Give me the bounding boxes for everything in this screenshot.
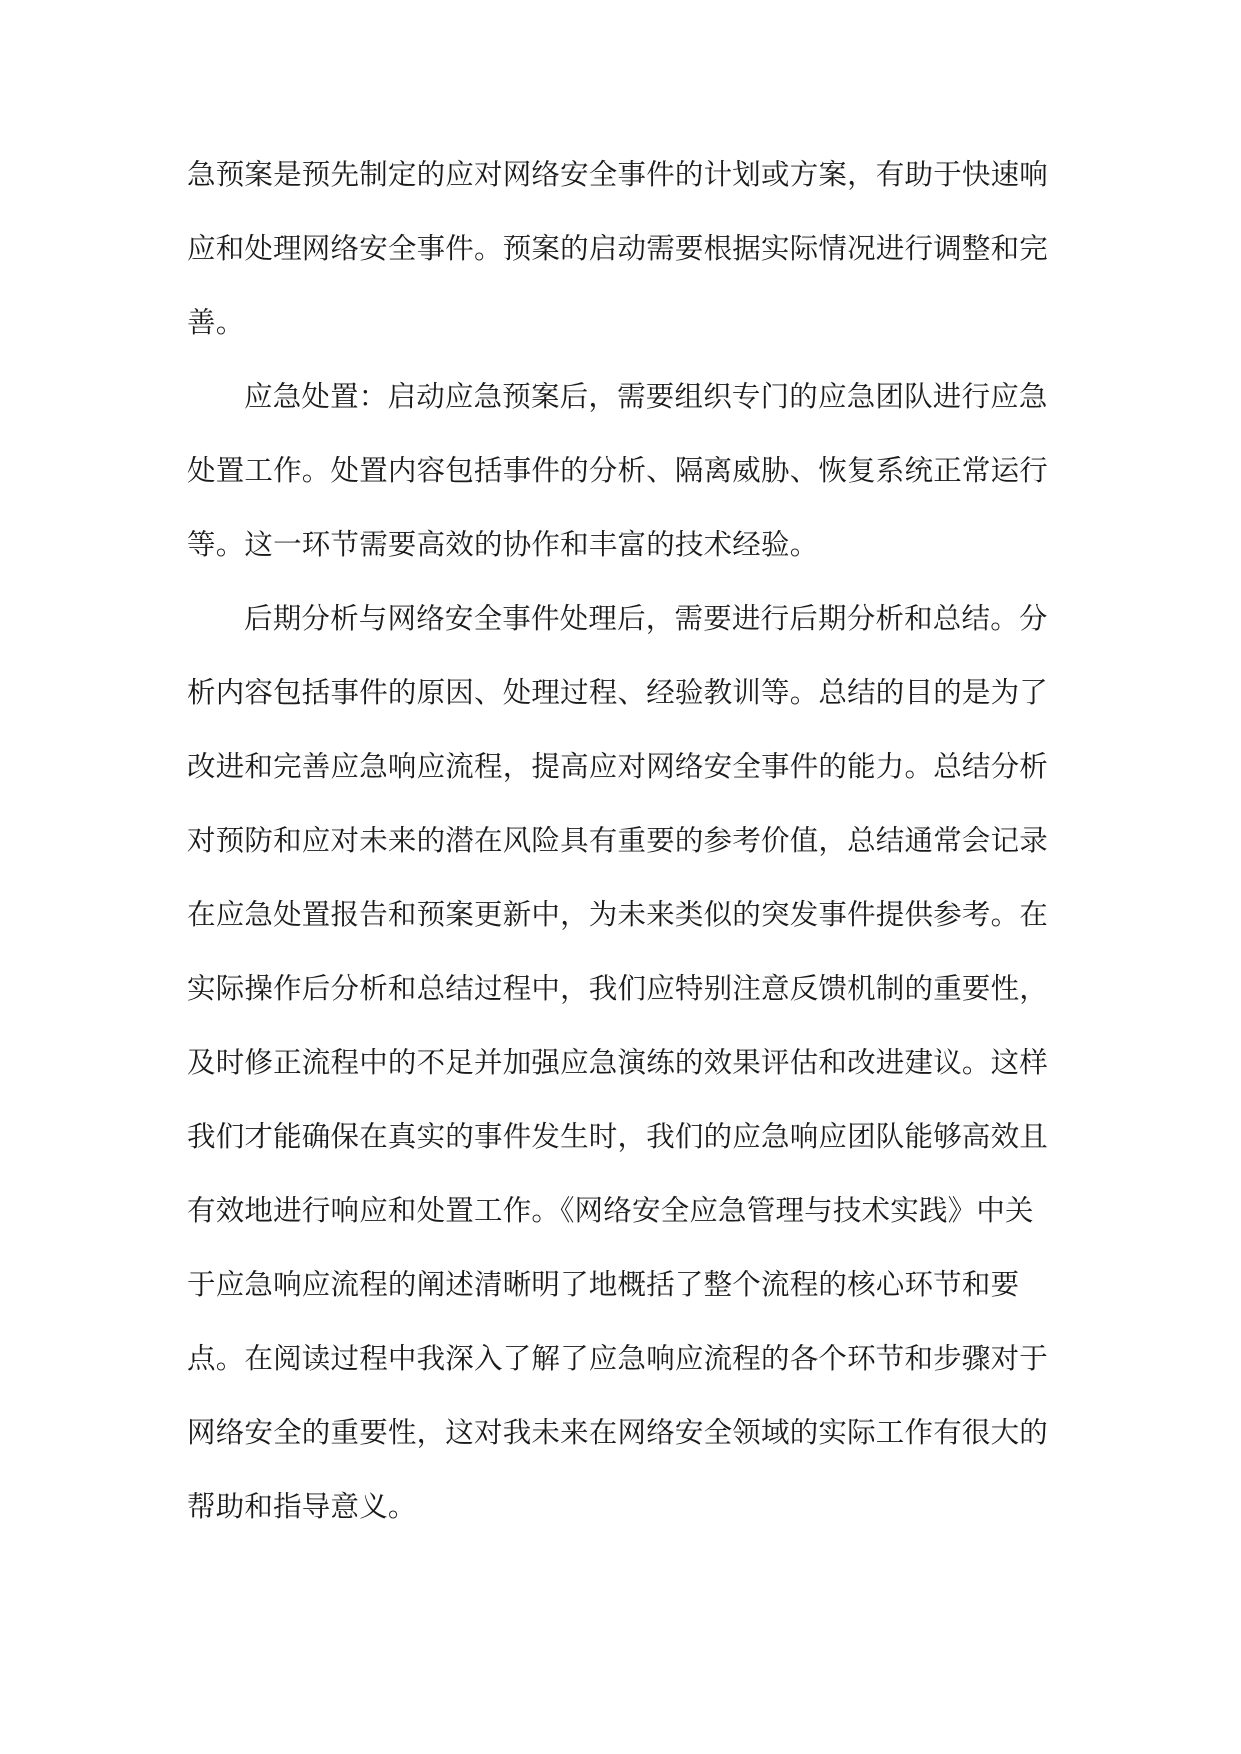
text-line: 有效地进行响应和处置工作。《网络安全应急管理与技术实践》中关 — [187, 1194, 1034, 1227]
text-line: 处置工作。处置内容包括事件的分析、隔离威胁、恢复系统正常运行 — [187, 454, 1049, 487]
text-line: 帮助和指导意义。 — [187, 1490, 417, 1523]
text-line: 急预案是预先制定的应对网络安全事件的计划或方案，有助于快速响 — [187, 158, 1049, 191]
text-line: 在应急处置报告和预案更新中，为未来类似的突发事件提供参考。在 — [187, 898, 1049, 931]
paragraph-start-line: 后期分析与网络安全事件处理后，需要进行后期分析和总结。分 — [244, 602, 1048, 635]
document-body — [187, 138, 1053, 1544]
text-line: 点。在阅读过程中我深入了解了应急响应流程的各个环节和步骤对于 — [187, 1342, 1049, 1375]
text-line: 网络安全的重要性，这对我未来在网络安全领域的实际工作有很大的 — [187, 1416, 1049, 1449]
text-line: 于应急响应流程的阐述清晰明了地概括了整个流程的核心环节和要 — [187, 1268, 1020, 1301]
text-line: 及时修正流程中的不足并加强应急演练的效果评估和改进建议。这样 — [187, 1046, 1049, 1079]
paragraph-start-line: 应急处置：启动应急预案后，需要组织专门的应急团队进行应急 — [244, 380, 1048, 413]
text-line: 应和处理网络安全事件。预案的启动需要根据实际情况进行调整和完 — [187, 232, 1049, 265]
text-line: 等。这一环节需要高效的协作和丰富的技术经验。 — [187, 528, 819, 561]
text-line: 善。 — [187, 306, 245, 339]
text-line: 我们才能确保在真实的事件发生时，我们的应急响应团队能够高效且 — [187, 1120, 1049, 1153]
text-line: 对预防和应对未来的潜在风险具有重要的参考价值，总结通常会记录 — [187, 824, 1049, 857]
text-line: 改进和完善应急响应流程，提高应对网络安全事件的能力。总结分析 — [187, 750, 1049, 783]
text-line: 析内容包括事件的原因、处理过程、经验教训等。总结的目的是为了 — [187, 676, 1049, 709]
text-line: 实际操作后分析和总结过程中，我们应特别注意反馈机制的重要性， — [187, 972, 1049, 1005]
